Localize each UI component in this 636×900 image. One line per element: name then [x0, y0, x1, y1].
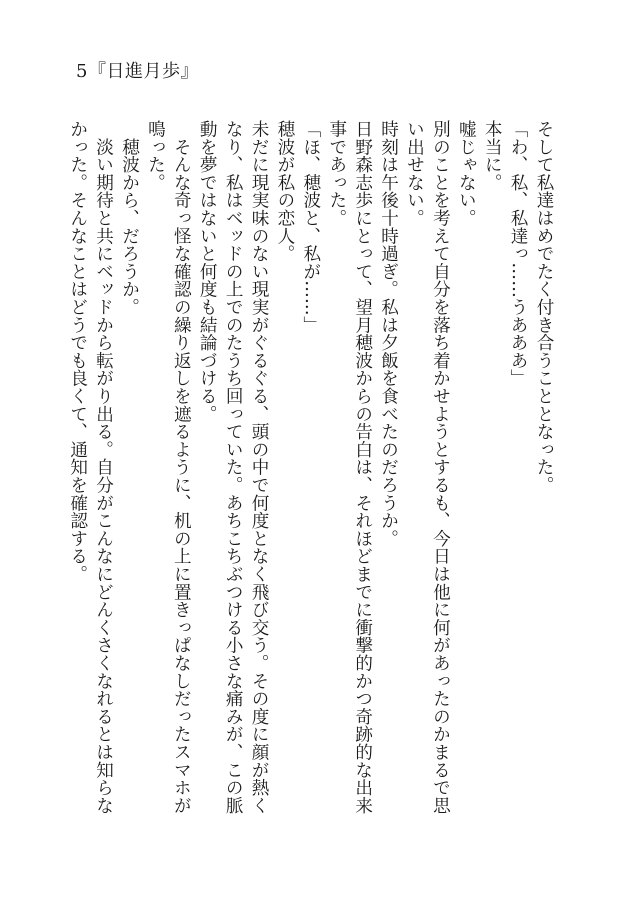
paragraph: 穂波から、だろうか。 — [119, 120, 140, 316]
paragraph: 淡い期待と共にベッドから転がり出る。自分がこんなにどんくさくなれるとは知らなかった。そんなことはどうでも良くて、通知を確認する。 — [67, 120, 114, 815]
paragraph: 日野森志歩にとって、望月穂波からの告白は、それほどまでに衝撃的かつ奇跡的な出来事であった。 — [326, 120, 373, 815]
chapter-title: 5『日進月歩』 — [76, 61, 199, 82]
paragraph: 穂波が私の恋人。 — [274, 120, 295, 263]
paragraph: そんな奇っ怪な確認の繰り返しを遮るように、机の上に置きっぱなしだったスマホが鳴った。 — [145, 120, 192, 815]
paragraph: 本当に。 — [482, 120, 503, 192]
paragraph: 別のことを考えて自分を落ち着かせようとするも、今日は他に何があったのかまるで思い出せない。 — [404, 120, 451, 815]
paragraph: 「ほ、穂波と、私が……」 — [300, 120, 321, 334]
paragraph: 嘘じゃない。 — [456, 120, 477, 227]
paragraph: 時刻は午後十時過ぎ。私は夕飯を食べたのだろうか。 — [378, 120, 399, 548]
paragraph: 未だに現実味のない現実がぐるぐる、頭の中で何度となく飛び交う。その度に顔が熱くなり、私はベッドの上でのたうち回っていた。あちこちぶつける小さな痛みが、この脈動を夢ではないと何度も結論づける。 — [197, 120, 270, 815]
body-text — [67, 120, 556, 820]
paragraph: そして私達はめでたく付き合うこととなった。 — [534, 120, 554, 494]
paragraph: 「わ、私、私達っ……うあああ」 — [508, 120, 529, 387]
